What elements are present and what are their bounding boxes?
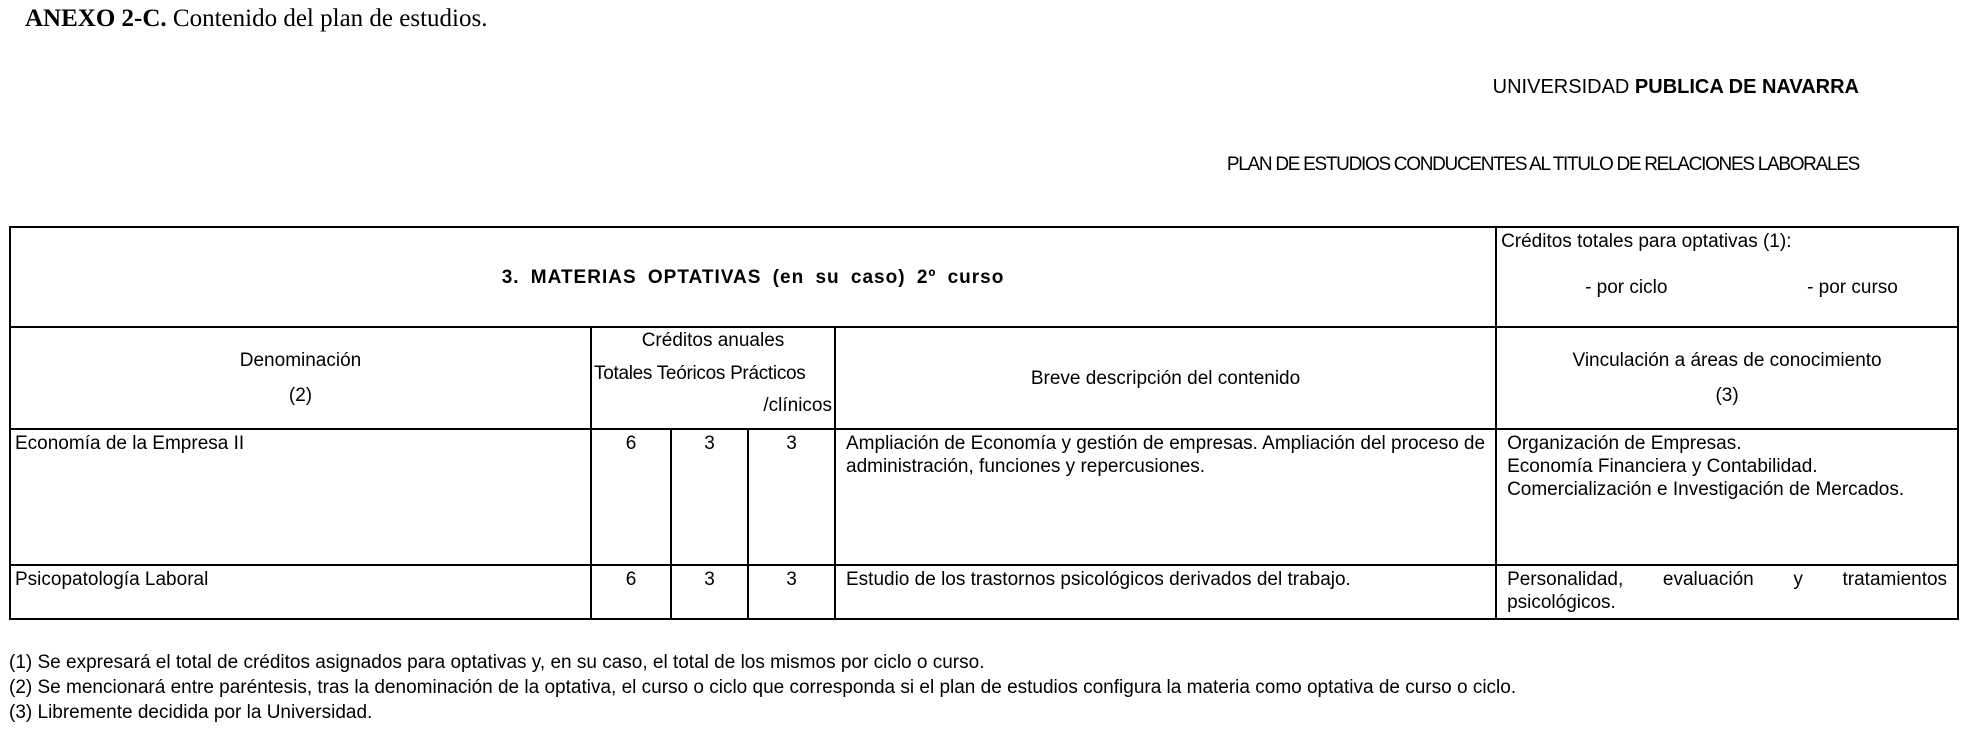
subject-name: Economía de la Empresa II	[10, 429, 591, 565]
column-header-row	[10, 327, 1958, 429]
vinculacion-header	[1496, 327, 1958, 429]
denominacion-note: (2)	[288, 385, 313, 406]
footnote-1: (1) Se expresará el total de créditos asignados para optativas y, en su caso, el total de los mismos por ciclo o curso.	[9, 652, 985, 673]
annex-text: Contenido del plan de estudios.	[166, 5, 488, 32]
credits-teoricos: 3	[671, 565, 748, 619]
university-prefix: UNIVERSIDAD	[1492, 76, 1635, 98]
footnotes	[9, 650, 1516, 725]
per-course-label: - por curso	[1807, 277, 1898, 298]
knowledge-areas	[1496, 565, 1958, 619]
creditos-header	[591, 327, 835, 429]
knowledge-area: Economía Financiera y Contabilidad.	[1507, 456, 1818, 477]
credits-totales: 6	[591, 565, 671, 619]
optativas-credits-box	[1496, 227, 1958, 327]
subject-name: Psicopatología Laboral	[10, 565, 591, 619]
annex-label: ANEXO 2-C.	[25, 5, 167, 32]
subject-description: Estudio de los trastornos psicológicos derivados del trabajo.	[835, 565, 1496, 619]
descripcion-header	[835, 327, 1496, 429]
table-row	[10, 565, 1958, 619]
optativas-table	[9, 226, 1959, 620]
knowledge-areas	[1496, 429, 1958, 565]
optativas-credits-label: Créditos totales para optativas (1):	[1501, 231, 1792, 252]
credits-totales: 6	[591, 429, 671, 565]
university-bold: PUBLICA DE NAVARRA	[1634, 76, 1859, 98]
table-row	[10, 429, 1958, 565]
vinculacion-note: (3)	[1715, 385, 1739, 406]
denominacion-label: Denominación	[239, 350, 362, 371]
annex-heading	[25, 5, 487, 33]
section-title: 3. MATERIAS OPTATIVAS (en su caso) 2º curso	[10, 227, 1496, 327]
table-title-row	[10, 227, 1958, 327]
subject-description: Ampliación de Economía y gestión de empresas. Ampliación del proceso de administración, funciones y repercusiones.	[835, 429, 1496, 565]
descripcion-label: Breve descripción del contenido	[1030, 367, 1301, 389]
creditos-clinicos: /clínicos	[763, 395, 832, 416]
creditos-subheaders: Totales Teóricos Prácticos	[594, 363, 806, 384]
vinculacion-label: Vinculación a áreas de conocimiento	[1572, 350, 1882, 371]
per-cycle-label: - por ciclo	[1585, 277, 1668, 298]
creditos-title: Créditos anuales	[641, 330, 785, 351]
knowledge-area: Personalidad, evaluación y tratamientos psicológicos.	[1507, 569, 1948, 613]
credits-practicos: 3	[748, 429, 835, 565]
denominacion-header	[10, 327, 591, 429]
credits-teoricos: 3	[671, 429, 748, 565]
university-name	[1493, 76, 1859, 99]
knowledge-area: Comercialización e Investigación de Mercados.	[1507, 479, 1905, 500]
knowledge-area: Organización de Empresas.	[1507, 433, 1742, 454]
credits-practicos: 3	[748, 565, 835, 619]
footnote-3: (3) Libremente decidida por la Universidad.	[9, 702, 373, 723]
footnote-2: (2) Se mencionará entre paréntesis, tras la denominación de la optativa, el curso o ciclo que corresponda si el plan de estudios configura la materia como optativa de curso o ciclo.	[9, 677, 1517, 698]
plan-title: PLAN DE ESTUDIOS CONDUCENTES AL TITULO DE RELACIONES LABORALES	[1226, 154, 1859, 175]
